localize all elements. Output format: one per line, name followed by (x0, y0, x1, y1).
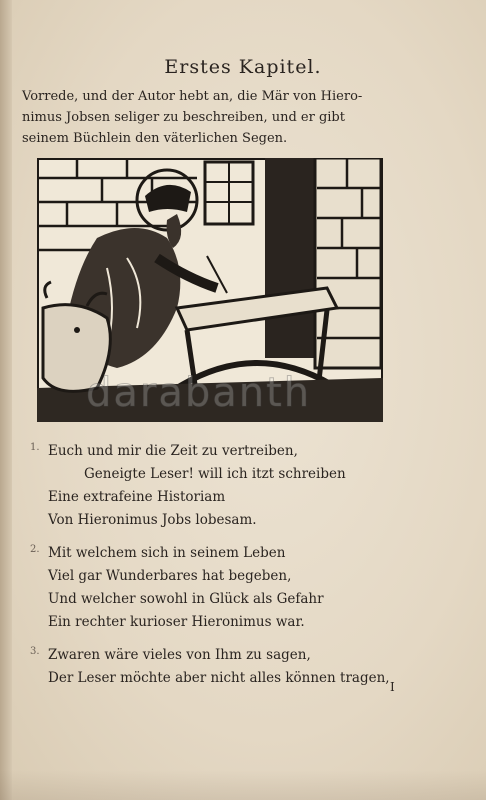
poem-verses (30, 440, 430, 700)
verse-line: Der Leser möchte aber nicht alles können tragen, (48, 670, 390, 686)
page-gutter (0, 0, 12, 800)
intro-line: nimus Jobsen seliger zu beschreiben, und er gibt (22, 110, 345, 125)
stanza-2 (30, 542, 430, 634)
verse-line: Zwaren wäre vieles von Ihm zu sagen, (48, 647, 311, 663)
intro-line: Vorrede, und der Autor hebt an, die Mär von Hiero- (22, 89, 363, 104)
chapter-title: Erstes Kapitel. (164, 56, 322, 78)
verse-line: Viel gar Wunderbares hat begeben, (48, 568, 292, 584)
stanza-3 (30, 644, 430, 690)
verse-line: Mit welchem sich in seinem Leben (48, 545, 286, 561)
page-edge-shadow (0, 770, 486, 800)
stanza-number: 3. (30, 646, 40, 657)
verse-line: Von Hieronimus Jobs lobesam. (48, 512, 257, 528)
stanza-1 (30, 440, 430, 532)
stanza-number: 2. (30, 544, 40, 555)
verse-line: Eine extrafeine Historiam (48, 489, 226, 505)
intro-line: seinem Büchlein den väterlichen Segen. (22, 131, 288, 146)
verse-line: Ein rechter kurioser Hieronimus war. (48, 614, 305, 630)
page-number: I (390, 680, 395, 694)
verse-line: Und welcher sowohl in Glück als Gefahr (48, 591, 324, 607)
verse-line: Euch und mir die Zeit zu vertreiben, (48, 443, 298, 459)
stanza-number: 1. (30, 442, 40, 453)
chapter-intro (22, 86, 400, 149)
watermark: darabanth (86, 370, 312, 416)
verse-line: Geneigte Leser! will ich itzt schreiben (84, 466, 346, 482)
